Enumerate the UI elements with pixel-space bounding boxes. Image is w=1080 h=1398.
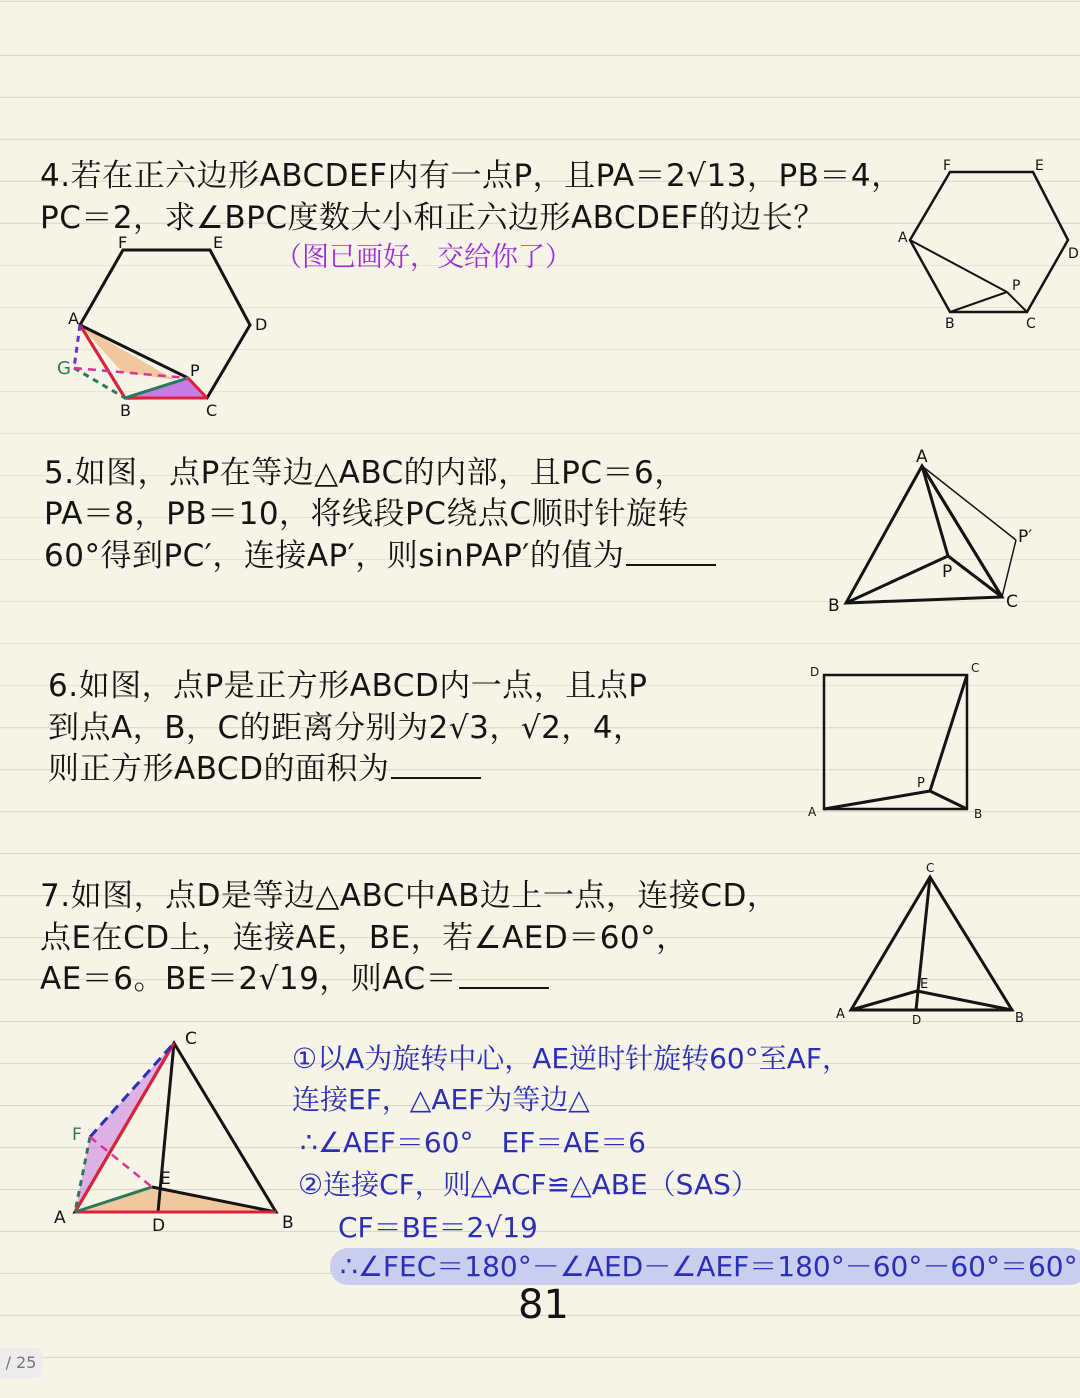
- solution-conclusion: ∴∠FEC＝180°－∠AED－∠AEF＝180°－60°－60°＝60°: [330, 1245, 1080, 1285]
- page-counter[interactable]: / 25: [0, 1348, 42, 1378]
- svg-text:D: D: [152, 1216, 166, 1236]
- svg-text:E: E: [160, 1169, 171, 1189]
- label-E: E: [1035, 158, 1044, 174]
- solution-step2b: CF＝BE＝2√19: [338, 1211, 538, 1244]
- solution-step2: ②连接CF，则△ACF≌△ABE（SAS）: [298, 1168, 759, 1201]
- svg-text:P: P: [942, 562, 953, 582]
- label-C: C: [1026, 316, 1036, 332]
- label-P: P: [1012, 278, 1021, 294]
- problem5-line1: 5.如图，点P在等边△ABC的内部，且PC＝6，: [44, 455, 686, 491]
- svg-text:A: A: [54, 1208, 66, 1228]
- page-number: 81: [518, 1282, 569, 1328]
- svg-text:D: D: [912, 1013, 922, 1027]
- solution-step1c: ∴∠AEF＝60° EF＝AE＝6: [300, 1126, 646, 1159]
- problem4-note: （图已画好，交给你了）: [275, 242, 572, 273]
- problem7-line3: AE＝6。BE＝2√19，则AC＝: [40, 953, 549, 998]
- svg-text:C: C: [971, 661, 980, 675]
- svg-text:A: A: [916, 447, 928, 467]
- problem6-line1: 6.如图，点P是正方形ABCD内一点，且点P: [48, 668, 648, 704]
- solution-step1: ①以A为旋转中心，AE逆时针旋转60°至AF，: [292, 1042, 850, 1075]
- label-B: B: [120, 401, 131, 420]
- label-D: D: [1068, 246, 1079, 262]
- svg-text:C: C: [926, 861, 935, 875]
- problem6-line3: 则正方形ABCD的面积为: [48, 743, 481, 788]
- label-P: P: [190, 361, 200, 380]
- problem7-line2: 点E在CD上，连接AE，BE，若∠AED＝60°，: [40, 920, 688, 956]
- svg-text:A: A: [808, 805, 817, 819]
- label-E: E: [213, 233, 224, 252]
- problem7-line1: 7.如图，点D是等边△ABC中AB边上一点，连接CD，: [40, 878, 779, 914]
- label-C: C: [206, 401, 218, 420]
- problem4-line1: 4.若在正六边形ABCDEF内有一点P，且PA＝2√13，PB＝4，: [40, 158, 903, 194]
- label-A: A: [898, 230, 908, 246]
- label-B: B: [945, 316, 955, 332]
- svg-text:C: C: [185, 1029, 197, 1049]
- problem5-line2: PA＝8，PB＝10，将线段PC绕点C顺时针旋转: [44, 496, 690, 532]
- label-F: F: [118, 233, 128, 252]
- svg-text:B: B: [974, 807, 983, 821]
- problem6-line2: 到点A，B，C的距离分别为2√3，√2，4，: [48, 710, 645, 746]
- svg-text:A: A: [836, 1007, 845, 1022]
- problem4-line2: PC＝2，求∠BPC度数大小和正六边形ABCDEF的边长？: [40, 200, 825, 236]
- svg-text:P′: P′: [1018, 527, 1033, 547]
- svg-text:D: D: [810, 665, 820, 679]
- label-D: D: [255, 315, 268, 334]
- solution-step1b: 连接EF，△AEF为等边△: [292, 1083, 590, 1116]
- svg-text:C: C: [1006, 592, 1018, 612]
- label-F: F: [943, 158, 952, 174]
- problem5-line3: 60°得到PC′，连接AP′，则sinPAP′的值为: [44, 530, 716, 575]
- svg-text:B: B: [828, 596, 840, 616]
- svg-text:B: B: [282, 1213, 294, 1233]
- svg-text:F: F: [72, 1125, 82, 1145]
- svg-text:B: B: [1015, 1011, 1024, 1026]
- label-A: A: [68, 309, 79, 328]
- label-G: G: [57, 358, 71, 379]
- svg-text:E: E: [920, 977, 929, 992]
- svg-text:P: P: [917, 776, 925, 791]
